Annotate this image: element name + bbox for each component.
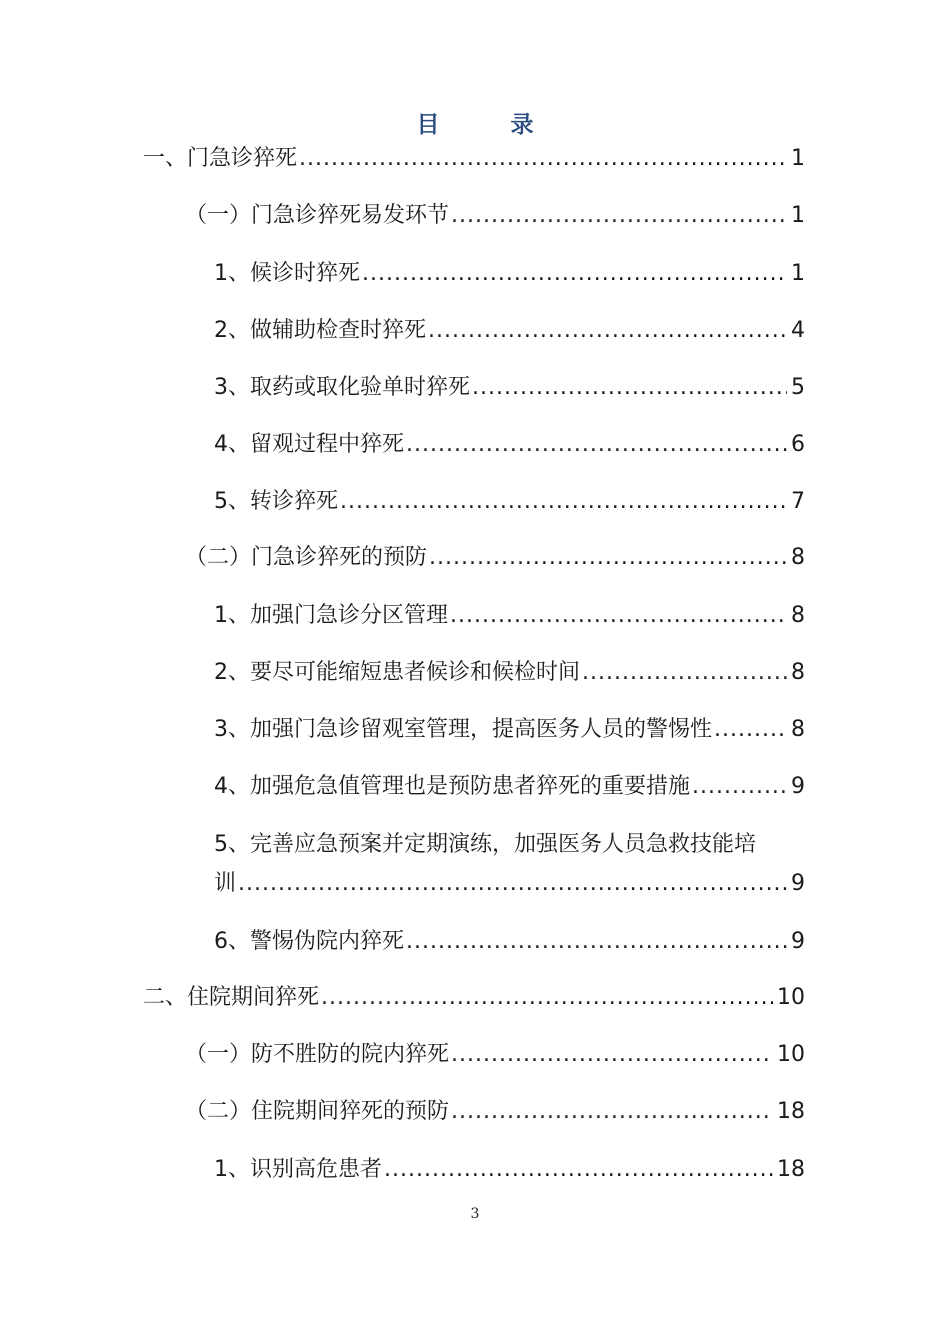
toc-entry[interactable] — [214, 316, 805, 346]
toc-leader-dots — [384, 1155, 773, 1185]
toc-entry-page: 8 — [791, 545, 805, 570]
toc-entry-page: 7 — [791, 489, 805, 514]
toc-entry-label: （二）住院期间猝死的预防 — [185, 1099, 450, 1124]
toc-entry-page: 1 — [791, 203, 805, 228]
toc-entry-page: 8 — [791, 660, 805, 685]
toc-entry-page: 6 — [791, 432, 805, 457]
toc-entry[interactable] — [214, 772, 805, 802]
toc-entry-page: 5 — [791, 375, 805, 400]
toc-entry-label: （一）防不胜防的院内猝死 — [185, 1042, 450, 1067]
toc-entry[interactable] — [214, 430, 805, 460]
toc-entry-label: 4、留观过程中猝死 — [214, 432, 404, 457]
toc-entry-label: 一、门急诊猝死 — [143, 146, 298, 171]
toc-leader-dots — [362, 259, 787, 289]
toc-leader-dots — [472, 373, 787, 403]
toc-entry[interactable] — [185, 1097, 805, 1127]
toc-entry[interactable] — [185, 201, 805, 231]
toc-entry[interactable] — [143, 983, 805, 1013]
toc-entry-page: 9 — [791, 774, 805, 799]
toc-entry-label: 1、加强门急诊分区管理 — [214, 603, 448, 628]
toc-entry-page: 4 — [791, 318, 805, 343]
toc-entry[interactable] — [143, 144, 805, 174]
toc-entry[interactable] — [214, 715, 805, 745]
toc-entry-label-line1[interactable]: 5、完善应急预案并定期演练，加强医务人员急救技能培 — [214, 832, 756, 857]
toc-entry-page: 18 — [777, 1099, 805, 1124]
toc-leader-dots — [238, 869, 787, 899]
toc-entry-page: 10 — [777, 985, 805, 1010]
toc-entry-page: 9 — [791, 871, 805, 896]
toc-entry-label: 1、候诊时猝死 — [214, 261, 360, 286]
toc-entry[interactable] — [185, 1040, 805, 1070]
toc-title: 目 录 — [416, 112, 558, 138]
toc-entry-label: 2、做辅助检查时猝死 — [214, 318, 426, 343]
toc-entry-label: 6、警惕伪院内猝死 — [214, 929, 404, 954]
toc-entry-label: 二、住院期间猝死 — [143, 985, 320, 1010]
toc-leader-dots — [429, 543, 787, 573]
toc-leader-dots — [406, 927, 787, 957]
toc-entry-page: 18 — [777, 1157, 805, 1182]
toc-entry-label: 1、识别高危患者 — [214, 1157, 382, 1182]
toc-entry-label: （一）门急诊猝死易发环节 — [185, 203, 450, 228]
toc-entry[interactable] — [214, 259, 805, 289]
toc-entry[interactable] — [214, 601, 805, 631]
toc-leader-dots — [321, 983, 773, 1013]
toc-entry-page: 10 — [777, 1042, 805, 1067]
page-number: 3 — [470, 1206, 480, 1222]
toc-entry[interactable] — [214, 658, 805, 688]
toc-entry[interactable] — [214, 869, 805, 899]
toc-entry[interactable] — [214, 927, 805, 957]
toc-leader-dots — [299, 144, 787, 174]
toc-leader-dots — [450, 601, 787, 631]
toc-entry-label: 4、加强危急值管理也是预防患者猝死的重要措施 — [214, 774, 690, 799]
toc-entry-label: （二）门急诊猝死的预防 — [185, 545, 428, 570]
toc-entry-page: 8 — [791, 717, 805, 742]
toc-leader-dots — [692, 772, 787, 802]
toc-leader-dots — [714, 715, 787, 745]
toc-entry-label: 训 — [214, 871, 237, 896]
toc-leader-dots — [406, 430, 787, 460]
toc-leader-dots — [451, 1040, 773, 1070]
toc-leader-dots — [451, 201, 787, 231]
toc-entry-page: 9 — [791, 929, 805, 954]
toc-leader-dots — [340, 487, 787, 517]
toc-entry-page: 8 — [791, 603, 805, 628]
toc-entry[interactable] — [185, 543, 805, 573]
toc-entry-page: 1 — [791, 146, 805, 171]
toc-entry-label: 2、要尽可能缩短患者候诊和候检时间 — [214, 660, 580, 685]
toc-entry[interactable] — [214, 1155, 805, 1185]
toc-leader-dots — [451, 1097, 773, 1127]
toc-entry-label: 5、转诊猝死 — [214, 489, 338, 514]
toc-leader-dots — [428, 316, 787, 346]
toc-entry-label: 3、取药或取化验单时猝死 — [214, 375, 470, 400]
toc-entry-page: 1 — [791, 261, 805, 286]
toc-leader-dots — [582, 658, 787, 688]
toc-entry[interactable] — [214, 487, 805, 517]
toc-entry[interactable] — [214, 373, 805, 403]
toc-entry-label: 3、加强门急诊留观室管理，提高医务人员的警惕性 — [214, 717, 712, 742]
